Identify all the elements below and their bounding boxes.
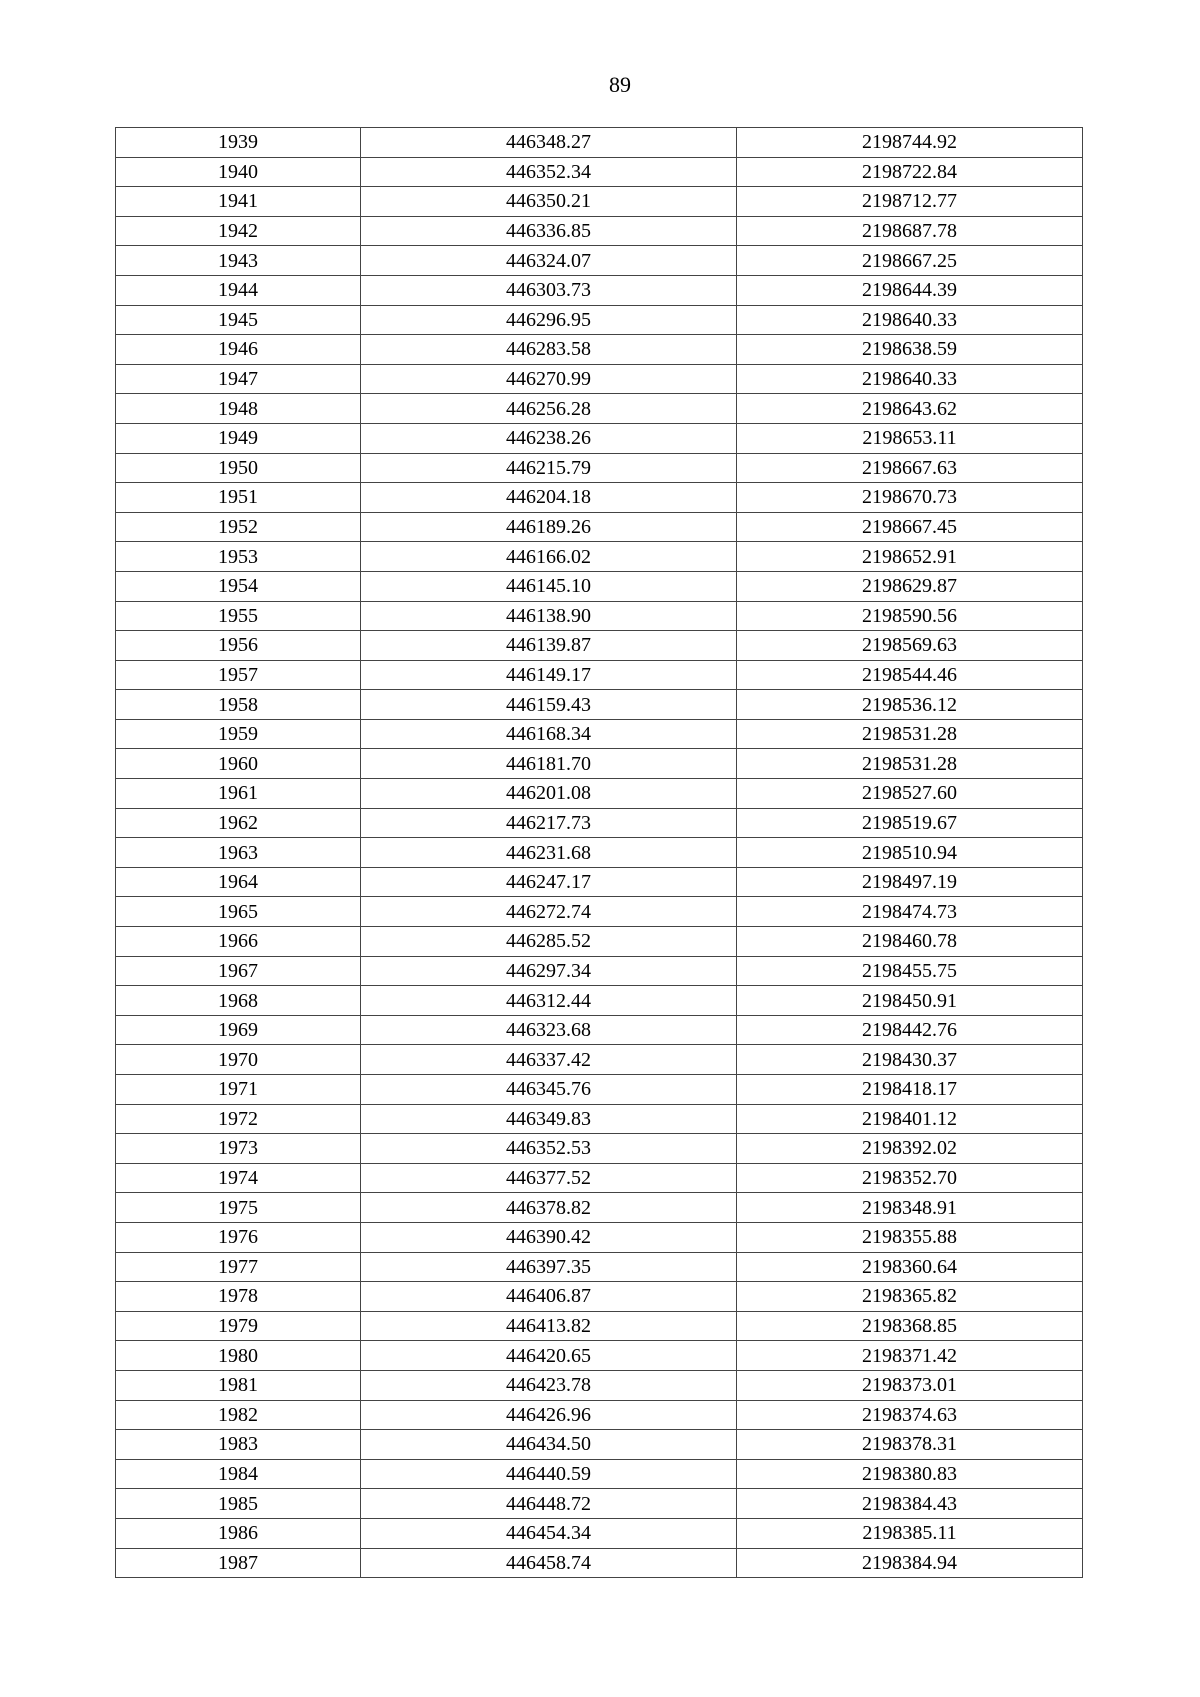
x-coordinate-cell: 446270.99	[361, 364, 737, 394]
x-coordinate-cell: 446423.78	[361, 1370, 737, 1400]
y-coordinate-cell: 2198360.64	[737, 1252, 1083, 1282]
y-coordinate-cell: 2198640.33	[737, 364, 1083, 394]
x-coordinate-cell: 446215.79	[361, 453, 737, 483]
point-number-cell: 1979	[116, 1311, 361, 1341]
coordinates-table	[115, 127, 1083, 1578]
y-coordinate-cell: 2198384.43	[737, 1489, 1083, 1519]
point-number-cell: 1974	[116, 1163, 361, 1193]
x-coordinate-cell: 446378.82	[361, 1193, 737, 1223]
x-coordinate-cell: 446352.53	[361, 1134, 737, 1164]
x-coordinate-cell: 446390.42	[361, 1222, 737, 1252]
x-coordinate-cell: 446303.73	[361, 275, 737, 305]
table-row	[116, 1341, 1083, 1371]
y-coordinate-cell: 2198640.33	[737, 305, 1083, 335]
x-coordinate-cell: 446256.28	[361, 394, 737, 424]
table-row	[116, 571, 1083, 601]
y-coordinate-cell: 2198531.28	[737, 719, 1083, 749]
point-number-cell: 1978	[116, 1282, 361, 1312]
x-coordinate-cell: 446420.65	[361, 1341, 737, 1371]
point-number-cell: 1975	[116, 1193, 361, 1223]
x-coordinate-cell: 446201.08	[361, 779, 737, 809]
table-row	[116, 1252, 1083, 1282]
y-coordinate-cell: 2198712.77	[737, 187, 1083, 217]
y-coordinate-cell: 2198527.60	[737, 779, 1083, 809]
point-number-cell: 1973	[116, 1134, 361, 1164]
table-row	[116, 897, 1083, 927]
y-coordinate-cell: 2198531.28	[737, 749, 1083, 779]
x-coordinate-cell: 446217.73	[361, 808, 737, 838]
y-coordinate-cell: 2198519.67	[737, 808, 1083, 838]
x-coordinate-cell: 446297.34	[361, 956, 737, 986]
y-coordinate-cell: 2198373.01	[737, 1370, 1083, 1400]
table-row	[116, 335, 1083, 365]
y-coordinate-cell: 2198569.63	[737, 631, 1083, 661]
y-coordinate-cell: 2198355.88	[737, 1222, 1083, 1252]
x-coordinate-cell: 446448.72	[361, 1489, 737, 1519]
table-row	[116, 986, 1083, 1016]
point-number-cell: 1986	[116, 1518, 361, 1548]
y-coordinate-cell: 2198544.46	[737, 660, 1083, 690]
y-coordinate-cell: 2198652.91	[737, 542, 1083, 572]
x-coordinate-cell: 446336.85	[361, 216, 737, 246]
table-row	[116, 542, 1083, 572]
y-coordinate-cell: 2198371.42	[737, 1341, 1083, 1371]
x-coordinate-cell: 446406.87	[361, 1282, 737, 1312]
table-row	[116, 808, 1083, 838]
point-number-cell: 1980	[116, 1341, 361, 1371]
table-row	[116, 157, 1083, 187]
x-coordinate-cell: 446247.17	[361, 867, 737, 897]
table-row	[116, 1370, 1083, 1400]
table-row	[116, 601, 1083, 631]
y-coordinate-cell: 2198378.31	[737, 1430, 1083, 1460]
table-row	[116, 453, 1083, 483]
y-coordinate-cell: 2198384.94	[737, 1548, 1083, 1578]
y-coordinate-cell: 2198380.83	[737, 1459, 1083, 1489]
table-row	[116, 394, 1083, 424]
y-coordinate-cell: 2198536.12	[737, 690, 1083, 720]
table-row	[116, 1104, 1083, 1134]
point-number-cell: 1950	[116, 453, 361, 483]
x-coordinate-cell: 446397.35	[361, 1252, 737, 1282]
point-number-cell: 1965	[116, 897, 361, 927]
y-coordinate-cell: 2198667.25	[737, 246, 1083, 276]
x-coordinate-cell: 446138.90	[361, 601, 737, 631]
table-row	[116, 956, 1083, 986]
table-row	[116, 1015, 1083, 1045]
x-coordinate-cell: 446440.59	[361, 1459, 737, 1489]
y-coordinate-cell: 2198430.37	[737, 1045, 1083, 1075]
x-coordinate-cell: 446285.52	[361, 927, 737, 957]
x-coordinate-cell: 446413.82	[361, 1311, 737, 1341]
point-number-cell: 1981	[116, 1370, 361, 1400]
table-row	[116, 1459, 1083, 1489]
point-number-cell: 1969	[116, 1015, 361, 1045]
table-row	[116, 749, 1083, 779]
table-row	[116, 423, 1083, 453]
point-number-cell: 1967	[116, 956, 361, 986]
x-coordinate-cell: 446348.27	[361, 128, 737, 158]
table-row	[116, 1518, 1083, 1548]
table-row	[116, 690, 1083, 720]
x-coordinate-cell: 446350.21	[361, 187, 737, 217]
x-coordinate-cell: 446149.17	[361, 660, 737, 690]
x-coordinate-cell: 446345.76	[361, 1075, 737, 1105]
point-number-cell: 1961	[116, 779, 361, 809]
y-coordinate-cell: 2198670.73	[737, 483, 1083, 513]
point-number-cell: 1957	[116, 660, 361, 690]
table-row	[116, 246, 1083, 276]
x-coordinate-cell: 446296.95	[361, 305, 737, 335]
y-coordinate-cell: 2198629.87	[737, 571, 1083, 601]
point-number-cell: 1953	[116, 542, 361, 572]
table-row	[116, 364, 1083, 394]
x-coordinate-cell: 446324.07	[361, 246, 737, 276]
point-number-cell: 1939	[116, 128, 361, 158]
table-row	[116, 660, 1083, 690]
point-number-cell: 1982	[116, 1400, 361, 1430]
x-coordinate-cell: 446377.52	[361, 1163, 737, 1193]
x-coordinate-cell: 446426.96	[361, 1400, 737, 1430]
point-number-cell: 1948	[116, 394, 361, 424]
point-number-cell: 1962	[116, 808, 361, 838]
x-coordinate-cell: 446139.87	[361, 631, 737, 661]
point-number-cell: 1940	[116, 157, 361, 187]
point-number-cell: 1983	[116, 1430, 361, 1460]
y-coordinate-cell: 2198450.91	[737, 986, 1083, 1016]
point-number-cell: 1960	[116, 749, 361, 779]
x-coordinate-cell: 446238.26	[361, 423, 737, 453]
y-coordinate-cell: 2198667.63	[737, 453, 1083, 483]
table-row	[116, 1075, 1083, 1105]
point-number-cell: 1947	[116, 364, 361, 394]
table-row	[116, 216, 1083, 246]
x-coordinate-cell: 446349.83	[361, 1104, 737, 1134]
x-coordinate-cell: 446231.68	[361, 838, 737, 868]
table-row	[116, 187, 1083, 217]
table-row	[116, 275, 1083, 305]
x-coordinate-cell: 446323.68	[361, 1015, 737, 1045]
point-number-cell: 1964	[116, 867, 361, 897]
y-coordinate-cell: 2198744.92	[737, 128, 1083, 158]
point-number-cell: 1951	[116, 483, 361, 513]
table-row	[116, 838, 1083, 868]
y-coordinate-cell: 2198497.19	[737, 867, 1083, 897]
y-coordinate-cell: 2198643.62	[737, 394, 1083, 424]
x-coordinate-cell: 446454.34	[361, 1518, 737, 1548]
table-row	[116, 1430, 1083, 1460]
x-coordinate-cell: 446434.50	[361, 1430, 737, 1460]
y-coordinate-cell: 2198474.73	[737, 897, 1083, 927]
coordinates-table-body	[116, 128, 1083, 1578]
x-coordinate-cell: 446283.58	[361, 335, 737, 365]
point-number-cell: 1976	[116, 1222, 361, 1252]
point-number-cell: 1944	[116, 275, 361, 305]
point-number-cell: 1958	[116, 690, 361, 720]
x-coordinate-cell: 446189.26	[361, 512, 737, 542]
x-coordinate-cell: 446458.74	[361, 1548, 737, 1578]
y-coordinate-cell: 2198455.75	[737, 956, 1083, 986]
table-row	[116, 867, 1083, 897]
y-coordinate-cell: 2198352.70	[737, 1163, 1083, 1193]
point-number-cell: 1941	[116, 187, 361, 217]
point-number-cell: 1984	[116, 1459, 361, 1489]
y-coordinate-cell: 2198644.39	[737, 275, 1083, 305]
table-row	[116, 1489, 1083, 1519]
x-coordinate-cell: 446168.34	[361, 719, 737, 749]
y-coordinate-cell: 2198638.59	[737, 335, 1083, 365]
point-number-cell: 1959	[116, 719, 361, 749]
y-coordinate-cell: 2198687.78	[737, 216, 1083, 246]
y-coordinate-cell: 2198442.76	[737, 1015, 1083, 1045]
table-row	[116, 719, 1083, 749]
table-row	[116, 1163, 1083, 1193]
point-number-cell: 1970	[116, 1045, 361, 1075]
y-coordinate-cell: 2198667.45	[737, 512, 1083, 542]
y-coordinate-cell: 2198348.91	[737, 1193, 1083, 1223]
table-row	[116, 631, 1083, 661]
y-coordinate-cell: 2198722.84	[737, 157, 1083, 187]
y-coordinate-cell: 2198374.63	[737, 1400, 1083, 1430]
table-row	[116, 1548, 1083, 1578]
page-number: 89	[609, 72, 631, 97]
point-number-cell: 1954	[116, 571, 361, 601]
x-coordinate-cell: 446204.18	[361, 483, 737, 513]
table-row	[116, 512, 1083, 542]
table-row	[116, 1400, 1083, 1430]
y-coordinate-cell: 2198418.17	[737, 1075, 1083, 1105]
point-number-cell: 1943	[116, 246, 361, 276]
y-coordinate-cell: 2198653.11	[737, 423, 1083, 453]
x-coordinate-cell: 446159.43	[361, 690, 737, 720]
y-coordinate-cell: 2198401.12	[737, 1104, 1083, 1134]
table-row	[116, 779, 1083, 809]
point-number-cell: 1945	[116, 305, 361, 335]
table-row	[116, 1193, 1083, 1223]
point-number-cell: 1955	[116, 601, 361, 631]
point-number-cell: 1952	[116, 512, 361, 542]
point-number-cell: 1963	[116, 838, 361, 868]
table-row	[116, 483, 1083, 513]
table-row	[116, 927, 1083, 957]
x-coordinate-cell: 446181.70	[361, 749, 737, 779]
point-number-cell: 1956	[116, 631, 361, 661]
table-row	[116, 1045, 1083, 1075]
point-number-cell: 1972	[116, 1104, 361, 1134]
point-number-cell: 1977	[116, 1252, 361, 1282]
table-row	[116, 305, 1083, 335]
x-coordinate-cell: 446272.74	[361, 897, 737, 927]
y-coordinate-cell: 2198365.82	[737, 1282, 1083, 1312]
point-number-cell: 1966	[116, 927, 361, 957]
point-number-cell: 1942	[116, 216, 361, 246]
point-number-cell: 1968	[116, 986, 361, 1016]
table-row	[116, 1134, 1083, 1164]
point-number-cell: 1949	[116, 423, 361, 453]
table-row	[116, 128, 1083, 158]
y-coordinate-cell: 2198460.78	[737, 927, 1083, 957]
x-coordinate-cell: 446312.44	[361, 986, 737, 1016]
y-coordinate-cell: 2198368.85	[737, 1311, 1083, 1341]
x-coordinate-cell: 446145.10	[361, 571, 737, 601]
point-number-cell: 1946	[116, 335, 361, 365]
x-coordinate-cell: 446352.34	[361, 157, 737, 187]
point-number-cell: 1985	[116, 1489, 361, 1519]
y-coordinate-cell: 2198385.11	[737, 1518, 1083, 1548]
point-number-cell: 1987	[116, 1548, 361, 1578]
y-coordinate-cell: 2198392.02	[737, 1134, 1083, 1164]
point-number-cell: 1971	[116, 1075, 361, 1105]
x-coordinate-cell: 446337.42	[361, 1045, 737, 1075]
table-row	[116, 1222, 1083, 1252]
x-coordinate-cell: 446166.02	[361, 542, 737, 572]
y-coordinate-cell: 2198510.94	[737, 838, 1083, 868]
table-row	[116, 1311, 1083, 1341]
table-row	[116, 1282, 1083, 1312]
y-coordinate-cell: 2198590.56	[737, 601, 1083, 631]
